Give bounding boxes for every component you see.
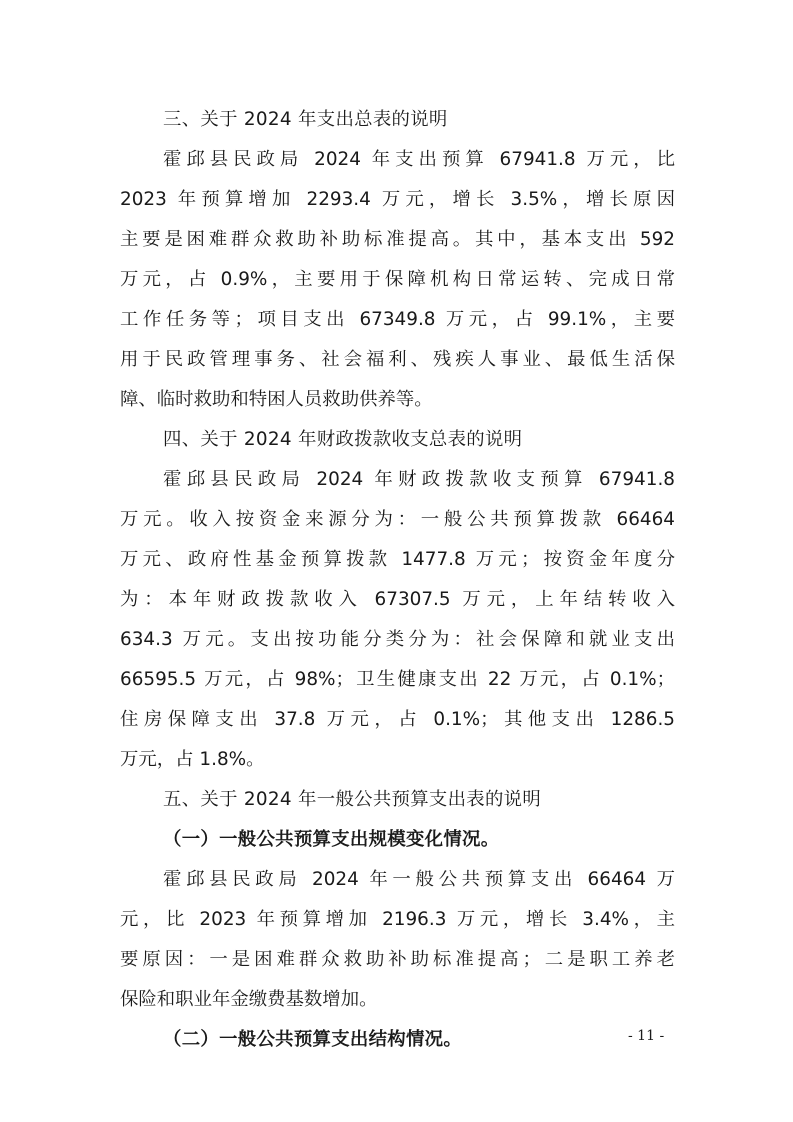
subsection-2-title: （二）一般公共预算支出结构情况。 bbox=[163, 1029, 463, 1050]
text-line: 主要是困难群众救助补助标准提高。其中，基本支出 592 bbox=[120, 229, 675, 250]
text-line: 66595.5 万元，占 98%；卫生健康支出 22 万元，占 0.1%； bbox=[120, 669, 675, 690]
subsection-1-paragraph bbox=[120, 860, 675, 1020]
section-4-title: 四、关于 2024 年财政拨款收支总表的说明 bbox=[163, 429, 523, 450]
text-line: 万元。收入按资金来源分为：一般公共预算拨款 66464 bbox=[120, 509, 675, 530]
text-line: 为：本年财政拨款收入 67307.5 万元，上年结转收入 bbox=[120, 589, 675, 610]
section-3-title: 三、关于 2024 年支出总表的说明 bbox=[163, 109, 448, 130]
text-line: 霍邱县民政局 2024 年财政拨款收支预算 67941.8 bbox=[163, 469, 675, 490]
text-line: 用于民政管理事务、社会福利、残疾人事业、最低生活保 bbox=[120, 349, 675, 370]
text-line: 住房保障支出 37.8 万元，占 0.1%；其他支出 1286.5 bbox=[120, 709, 675, 730]
text-line: 霍邱县民政局 2024 年一般公共预算支出 66464 万 bbox=[163, 869, 675, 890]
document-body bbox=[120, 100, 675, 1060]
text-line: 万元，占 1.8%。 bbox=[120, 749, 265, 770]
text-line: 元，比 2023 年预算增加 2196.3 万元，增长 3.4%，主 bbox=[120, 909, 675, 930]
text-line: 工作任务等；项目支出 67349.8 万元，占 99.1%，主要 bbox=[120, 309, 675, 330]
section-3-paragraph bbox=[120, 140, 675, 420]
subsection-1-title: （一）一般公共预算支出规模变化情况。 bbox=[163, 829, 500, 850]
text-line: 万元、政府性基金预算拨款 1477.8 万元；按资金年度分 bbox=[120, 549, 675, 570]
text-line: 保险和职业年金缴费基数增加。 bbox=[120, 989, 378, 1010]
text-line: 要原因：一是困难群众救助补助标准提高；二是职工养老 bbox=[120, 949, 675, 970]
text-line: 万元，占 0.9%，主要用于保障机构日常运转、完成日常 bbox=[120, 269, 675, 290]
text-line: 634.3 万元。支出按功能分类分为：社会保障和就业支出 bbox=[120, 629, 675, 650]
text-line: 2023 年预算增加 2293.4 万元，增长 3.5%，增长原因 bbox=[120, 189, 675, 210]
text-line: 障、临时救助和特困人员救助供养等。 bbox=[120, 389, 433, 410]
text-line: 霍邱县民政局 2024 年支出预算 67941.8 万元，比 bbox=[163, 149, 675, 170]
page-number: - 11 - bbox=[628, 1028, 665, 1044]
section-4-paragraph bbox=[120, 460, 675, 780]
section-5-title: 五、关于 2024 年一般公共预算支出表的说明 bbox=[163, 789, 542, 810]
